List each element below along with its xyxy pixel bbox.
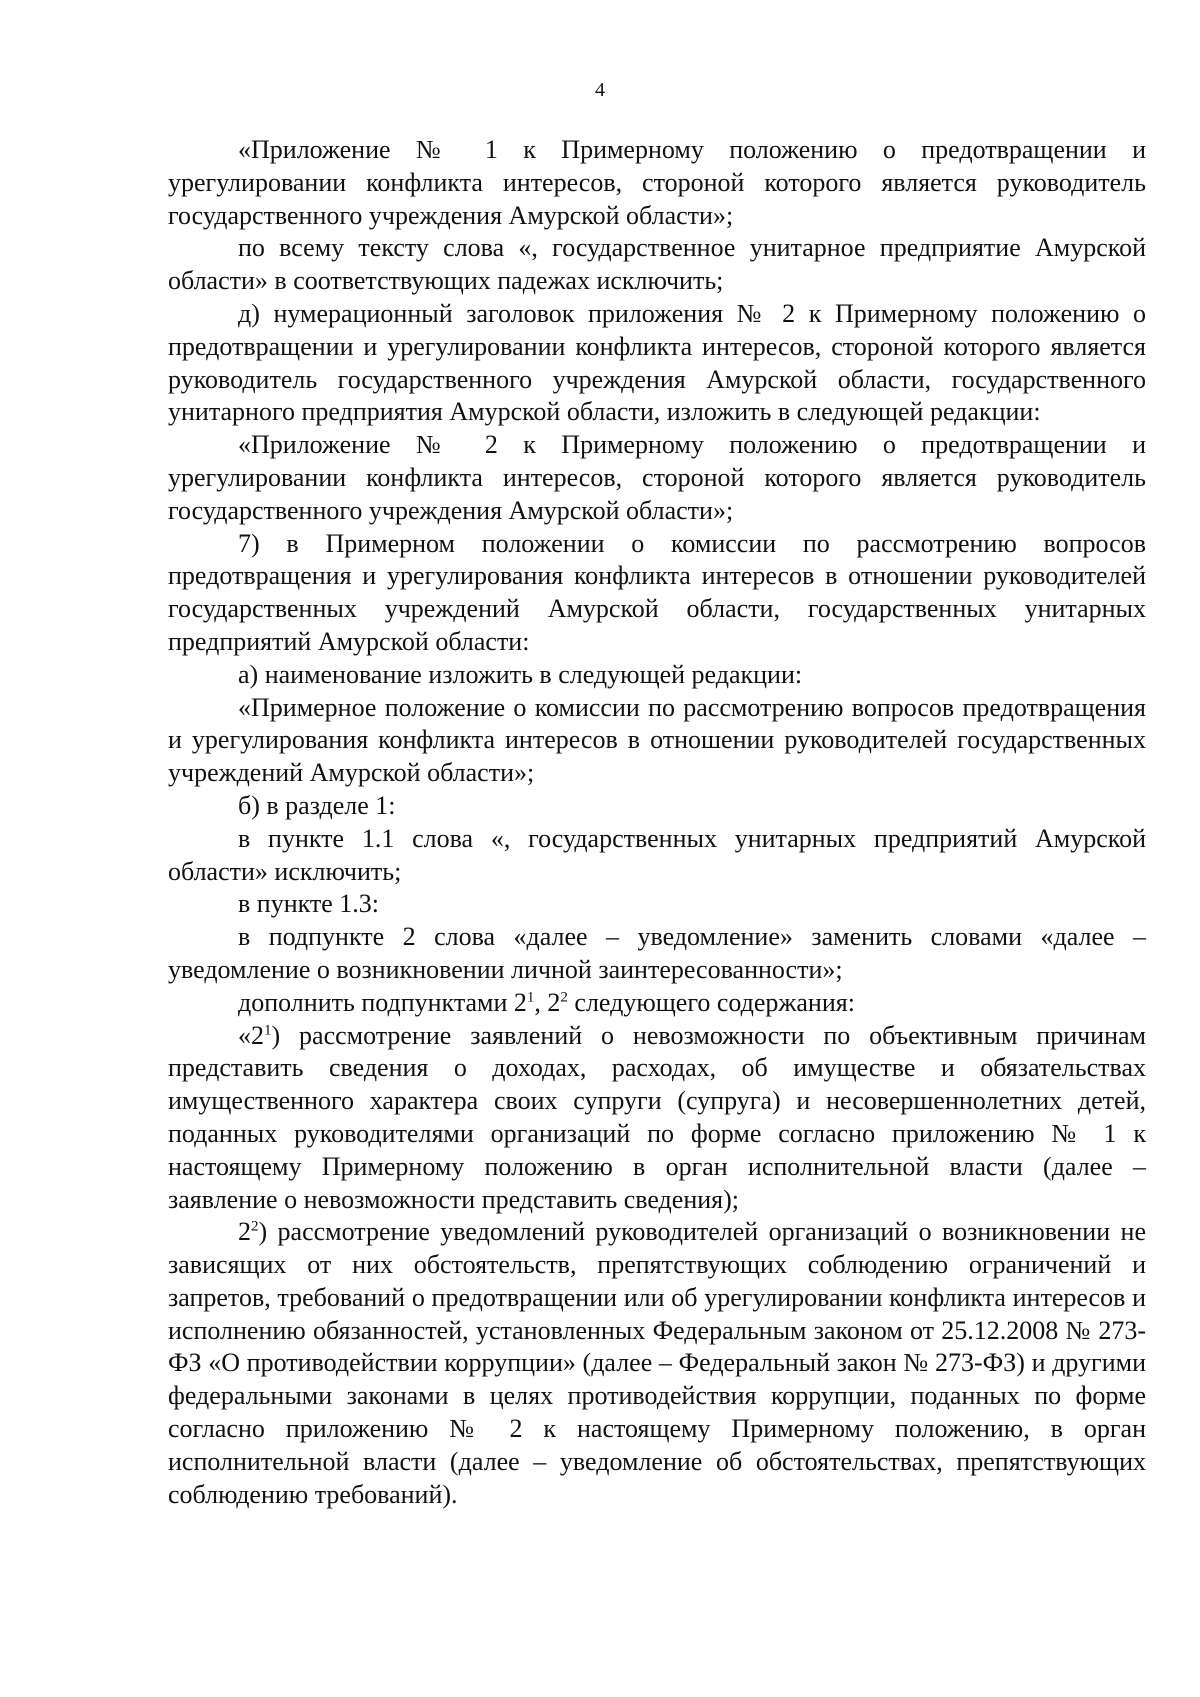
supplement-text-between: , 2 <box>534 987 561 1017</box>
document-body <box>168 134 1146 1511</box>
supplement-text-start: дополнить подпунктами 2 <box>238 987 527 1017</box>
paragraph-appendix-2-heading: «Приложение № 2 к Примерному положению о предотвращении и урегулировании конфликта интересов, стороной которого является руководитель государственного учреждения Амурской области»; <box>168 430 1146 525</box>
superscript-1: 1 <box>526 989 535 1006</box>
paragraph-clause-1-3: в пункте 1.3: <box>238 889 380 919</box>
page-number: 4 <box>595 79 605 101</box>
subclause-2-1-superscript: 1 <box>264 1021 272 1038</box>
supplement-text-end: следующего содержания: <box>567 987 855 1017</box>
subclause-2-1-number: «2 <box>238 1020 264 1050</box>
paragraph-supplement <box>168 987 1146 1020</box>
paragraph-item-b: б) в разделе 1: <box>238 790 396 820</box>
paragraph-clause-1-1: в пункте 1.1 слова «, государственных унитарных предприятий Амурской области» исключить; <box>168 823 1146 886</box>
paragraph-commission-title: «Примерное положение о комиссии по рассмотрению вопросов предотвращения и урегулирования конфликта интересов в отношении руководителей государственных учреждений Амурской области»; <box>168 692 1146 788</box>
subclause-2-2-superscript: 2 <box>251 1218 259 1235</box>
paragraph-appendix-1-heading: «Приложение № 1 к Примерному положению о предотвращении и урегулировании конфликта интересов, стороной которого является руководитель государственного учреждения Амурской области»; <box>168 135 1146 230</box>
paragraph-subclause-2-1 <box>168 1020 1146 1217</box>
paragraph-item-d: д) нумерационный заголовок приложения № 2 к Примерному положению о предотвращении и урегулировании конфликта интересов, стороной которого является руководитель государственного учреждения Амурской области, государственного унитарного предприятия Амурской области, изложить в следующей редакции: <box>168 298 1146 427</box>
paragraph-item-a: а) наименование изложить в следующей редакции: <box>238 659 803 689</box>
paragraph-item-7: 7) в Примерном положении о комиссии по рассмотрению вопросов предотвращения и урегулирования конфликта интересов в отношении руководителей государственных учреждений Амурской области, государственных унитарных предприятий Амурской области: <box>168 528 1146 656</box>
subclause-2-2-number: 2 <box>238 1217 251 1247</box>
subclause-2-2-text: ) рассмотрение уведомлений руководителей организаций о возникновении не зависящих от них обстоятельств, препятствующих соблюдению ограничений и запретов, требований о предотвращении или об урегулировании конфликта интересов и исполнению обязанностей, установленных Федеральным законом от 25.12.2008 № 273-ФЗ «О противодействии коррупции» (далее – Федеральный закон № 273-ФЗ) и другими федеральными законами в целях противодействия коррупции, поданных по форме согласно приложению № 2 к настоящему Примерному положению, в орган исполнительной власти (далее – уведомление об обстоятельствах, препятствующих соблюдению требований). <box>168 1217 1146 1509</box>
superscript-2: 2 <box>560 989 568 1006</box>
paragraph-subclause-2: в подпункте 2 слова «далее – уведомление» заменить словами «далее – уведомление о возникновении личной заинтересованности»; <box>168 922 1146 984</box>
paragraph-remove-unitary-enterprise: по всему тексту слова «, государственное унитарное предприятие Амурской области» в соответствующих падежах исключить; <box>168 233 1146 296</box>
subclause-2-1-text: ) рассмотрение заявлений о невозможности по объективным причинам представить сведения о доходах, расходах, об имуществе и обязательствах имущественного характера своих супруги (супруга) и несовершеннолетних детей, поданных руководителями организаций по форме согласно приложению № 1 к настоящему Примерному положению в орган исполнительной власти (далее – заявление о невозможности представить сведения); <box>168 1020 1146 1214</box>
paragraph-subclause-2-2 <box>168 1216 1146 1511</box>
